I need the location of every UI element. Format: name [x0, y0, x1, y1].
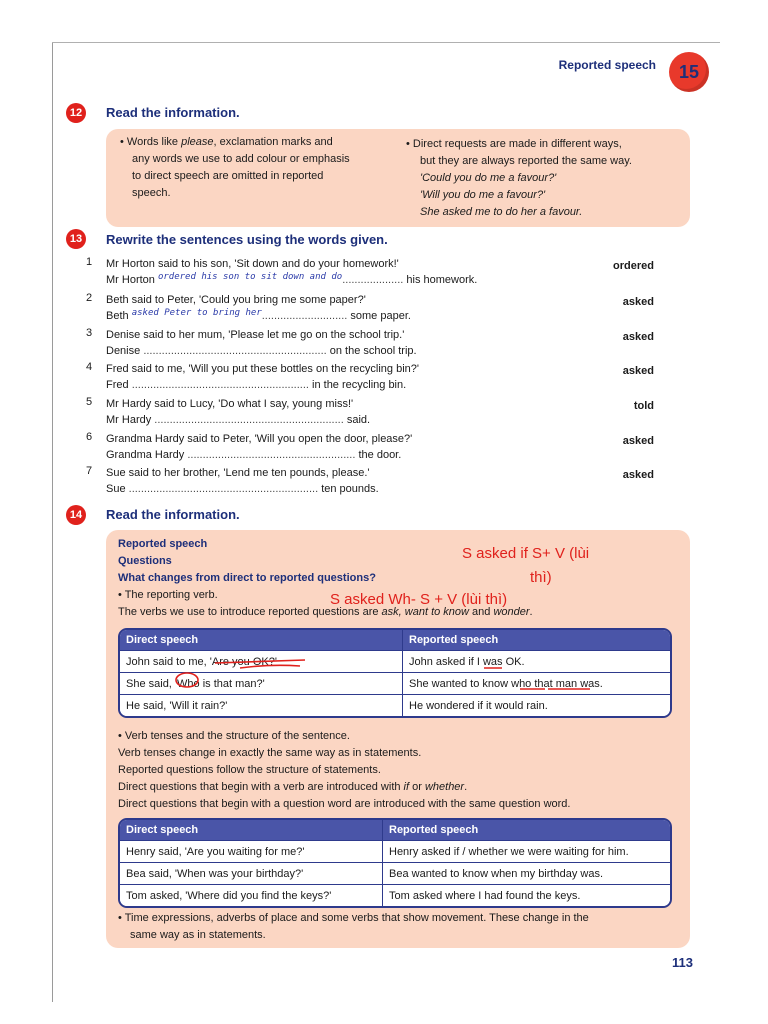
rewrite-end: his homework. [406, 274, 478, 286]
given-word: told [633, 400, 654, 412]
rewrite-end: the door. [358, 449, 402, 461]
red-note-2: S asked Wh- S + V (lùi thì) [330, 591, 508, 608]
rule-line-3: Direct questions that begin with a verb are introduced with if or whether. [118, 781, 468, 793]
rewrite-end: said. [346, 414, 371, 426]
table-cell: Bea wanted to know when my birthday was. [382, 862, 670, 884]
table-cell: Henry asked if / whether we were waiting for him. [382, 840, 670, 862]
answer-blank: .............................................................. [128, 483, 319, 495]
given-word: ordered [613, 260, 654, 272]
sentence-number: 5 [86, 396, 93, 408]
rewrite-start: Denise [106, 345, 141, 357]
table-1-header-direct: Direct speech [120, 630, 402, 650]
bullet-time-expressions: • Time expressions, adverbs of place and some verbs that show movement. These change in the same way as in statements. [118, 912, 589, 941]
answer-blank: .......................................................... [131, 379, 309, 391]
table-cell: Tom asked where I had found the keys. [382, 884, 670, 906]
exercise-number-14: 14 [66, 505, 86, 525]
exercise-number-13: 13 [66, 229, 86, 249]
rewrite-start: Fred [106, 379, 129, 391]
sentence-original: Denise said to her mum, 'Please let me go on the school trip.' [106, 329, 405, 341]
rewrite-start: Sue [106, 483, 126, 495]
bullet-reporting-verb: • The reporting verb. [118, 589, 218, 601]
table-cell: Henry said, 'Are you waiting for me?' [120, 840, 382, 862]
sentence-original: Beth said to Peter, 'Could you bring me some paper?' [106, 294, 366, 306]
rewrite-end: in the recycling bin. [312, 379, 407, 391]
table-cell: Bea said, 'When was your birthday?' [120, 862, 382, 884]
answer-blank: .............................................................. [154, 414, 344, 426]
rs-title: Reported speech [118, 538, 208, 550]
given-word: asked [622, 435, 654, 447]
rs-question: What changes from direct to reported questions? [118, 572, 376, 584]
sentence-original: Sue said to her brother, 'Lend me ten pounds, please.' [106, 467, 370, 479]
handwritten-answer: ordered his son to sit down and do [157, 272, 343, 282]
page-number: 113 [672, 955, 693, 970]
given-word: asked [622, 365, 654, 377]
info-left-bullet: • Words like please, exclamation marks and any words we use to add colour or emphasis to direct speech are omitted in reported speech. [120, 136, 350, 199]
sentence-original: Mr Horton said to his son, 'Sit down and do your homework!' [106, 258, 399, 270]
table-cell: Tom asked, 'Where did you find the keys?' [120, 884, 382, 906]
sentence-number: 7 [86, 465, 93, 477]
rewrite-end: ten pounds. [321, 483, 379, 495]
unit-badge: 15 [669, 52, 709, 92]
rewrite-start: Beth [106, 310, 129, 322]
sentence-number: 3 [86, 327, 93, 339]
sentence-original: Grandma Hardy said to Peter, 'Will you open the door, please?' [106, 433, 413, 445]
red-note-1-line-2: thì) [530, 569, 552, 586]
underline-are-you-ok [240, 665, 300, 668]
rewrite-end: on the school trip. [329, 345, 417, 357]
table-cell: John said to me, 'Are you OK?' [120, 650, 402, 672]
rule-line-1: Verb tenses change in exactly the same way as in statements. [118, 747, 422, 759]
sentence-original: Mr Hardy said to Lucy, 'Do what I say, young miss!' [106, 398, 354, 410]
table-2-header-direct: Direct speech [120, 820, 382, 840]
exercise-12-heading: Read the information. [106, 105, 240, 120]
answer-blank: ............................ [261, 310, 348, 322]
exercise-number-12: 12 [66, 103, 86, 123]
rule-line-4: Direct questions that begin with a question word are introduced with the same question word. [118, 798, 571, 810]
bullet-verb-tenses: • Verb tenses and the structure of the sentence. [118, 730, 350, 742]
rewrite-start: Mr Hardy [106, 414, 152, 426]
sentence-number: 6 [86, 431, 93, 443]
reporting-verbs-line: The verbs we use to introduce reported questions are ask, want to know and wonder. [118, 606, 533, 618]
table-cell: She wanted to know who that man was. [402, 672, 670, 694]
rule-line-2: Reported questions follow the structure of statements. [118, 764, 381, 776]
strike-are-you-ok [215, 660, 305, 663]
answer-blank: .................... [342, 274, 404, 286]
info-right-bullet: • Direct requests are made in different ways, but they are always reported the same way. 'Could you do me a favour?' 'Will you do me a favour?' She asked me to do her a favour. [406, 138, 632, 218]
sentence-number: 1 [86, 256, 93, 268]
answer-blank: ....................................................... [187, 449, 356, 461]
answer-blank: ............................................................ [143, 345, 327, 357]
given-word: asked [622, 469, 654, 481]
table-cell: John asked if I was OK. [402, 650, 670, 672]
rewrite-end: some paper. [350, 310, 411, 322]
rs-subtitle: Questions [118, 555, 172, 567]
section-title: Reported speech [558, 58, 656, 72]
table-cell: He said, 'Will it rain?' [120, 694, 402, 716]
table-cell: She said, 'Who is that man?' [120, 672, 402, 694]
table-cell: He wondered if it would rain. [402, 694, 670, 716]
handwritten-answer: asked Peter to bring her [131, 308, 262, 318]
sentence-number: 2 [86, 292, 93, 304]
given-word: asked [622, 296, 654, 308]
table-1-header-reported: Reported speech [402, 630, 670, 650]
sentence-original: Fred said to me, 'Will you put these bottles on the recycling bin?' [106, 363, 419, 375]
exercise-13-heading: Rewrite the sentences using the words given. [106, 232, 388, 247]
circle-who [176, 673, 198, 687]
given-word: asked [622, 331, 654, 343]
table-2-header-reported: Reported speech [382, 820, 670, 840]
sentence-number: 4 [86, 361, 93, 373]
rewrite-start: Grandma Hardy [106, 449, 185, 461]
exercise-14-heading: Read the information. [106, 507, 240, 522]
rewrite-start: Mr Horton [106, 274, 155, 286]
red-note-1-line-1: S asked if S+ V (lùi [462, 545, 590, 562]
